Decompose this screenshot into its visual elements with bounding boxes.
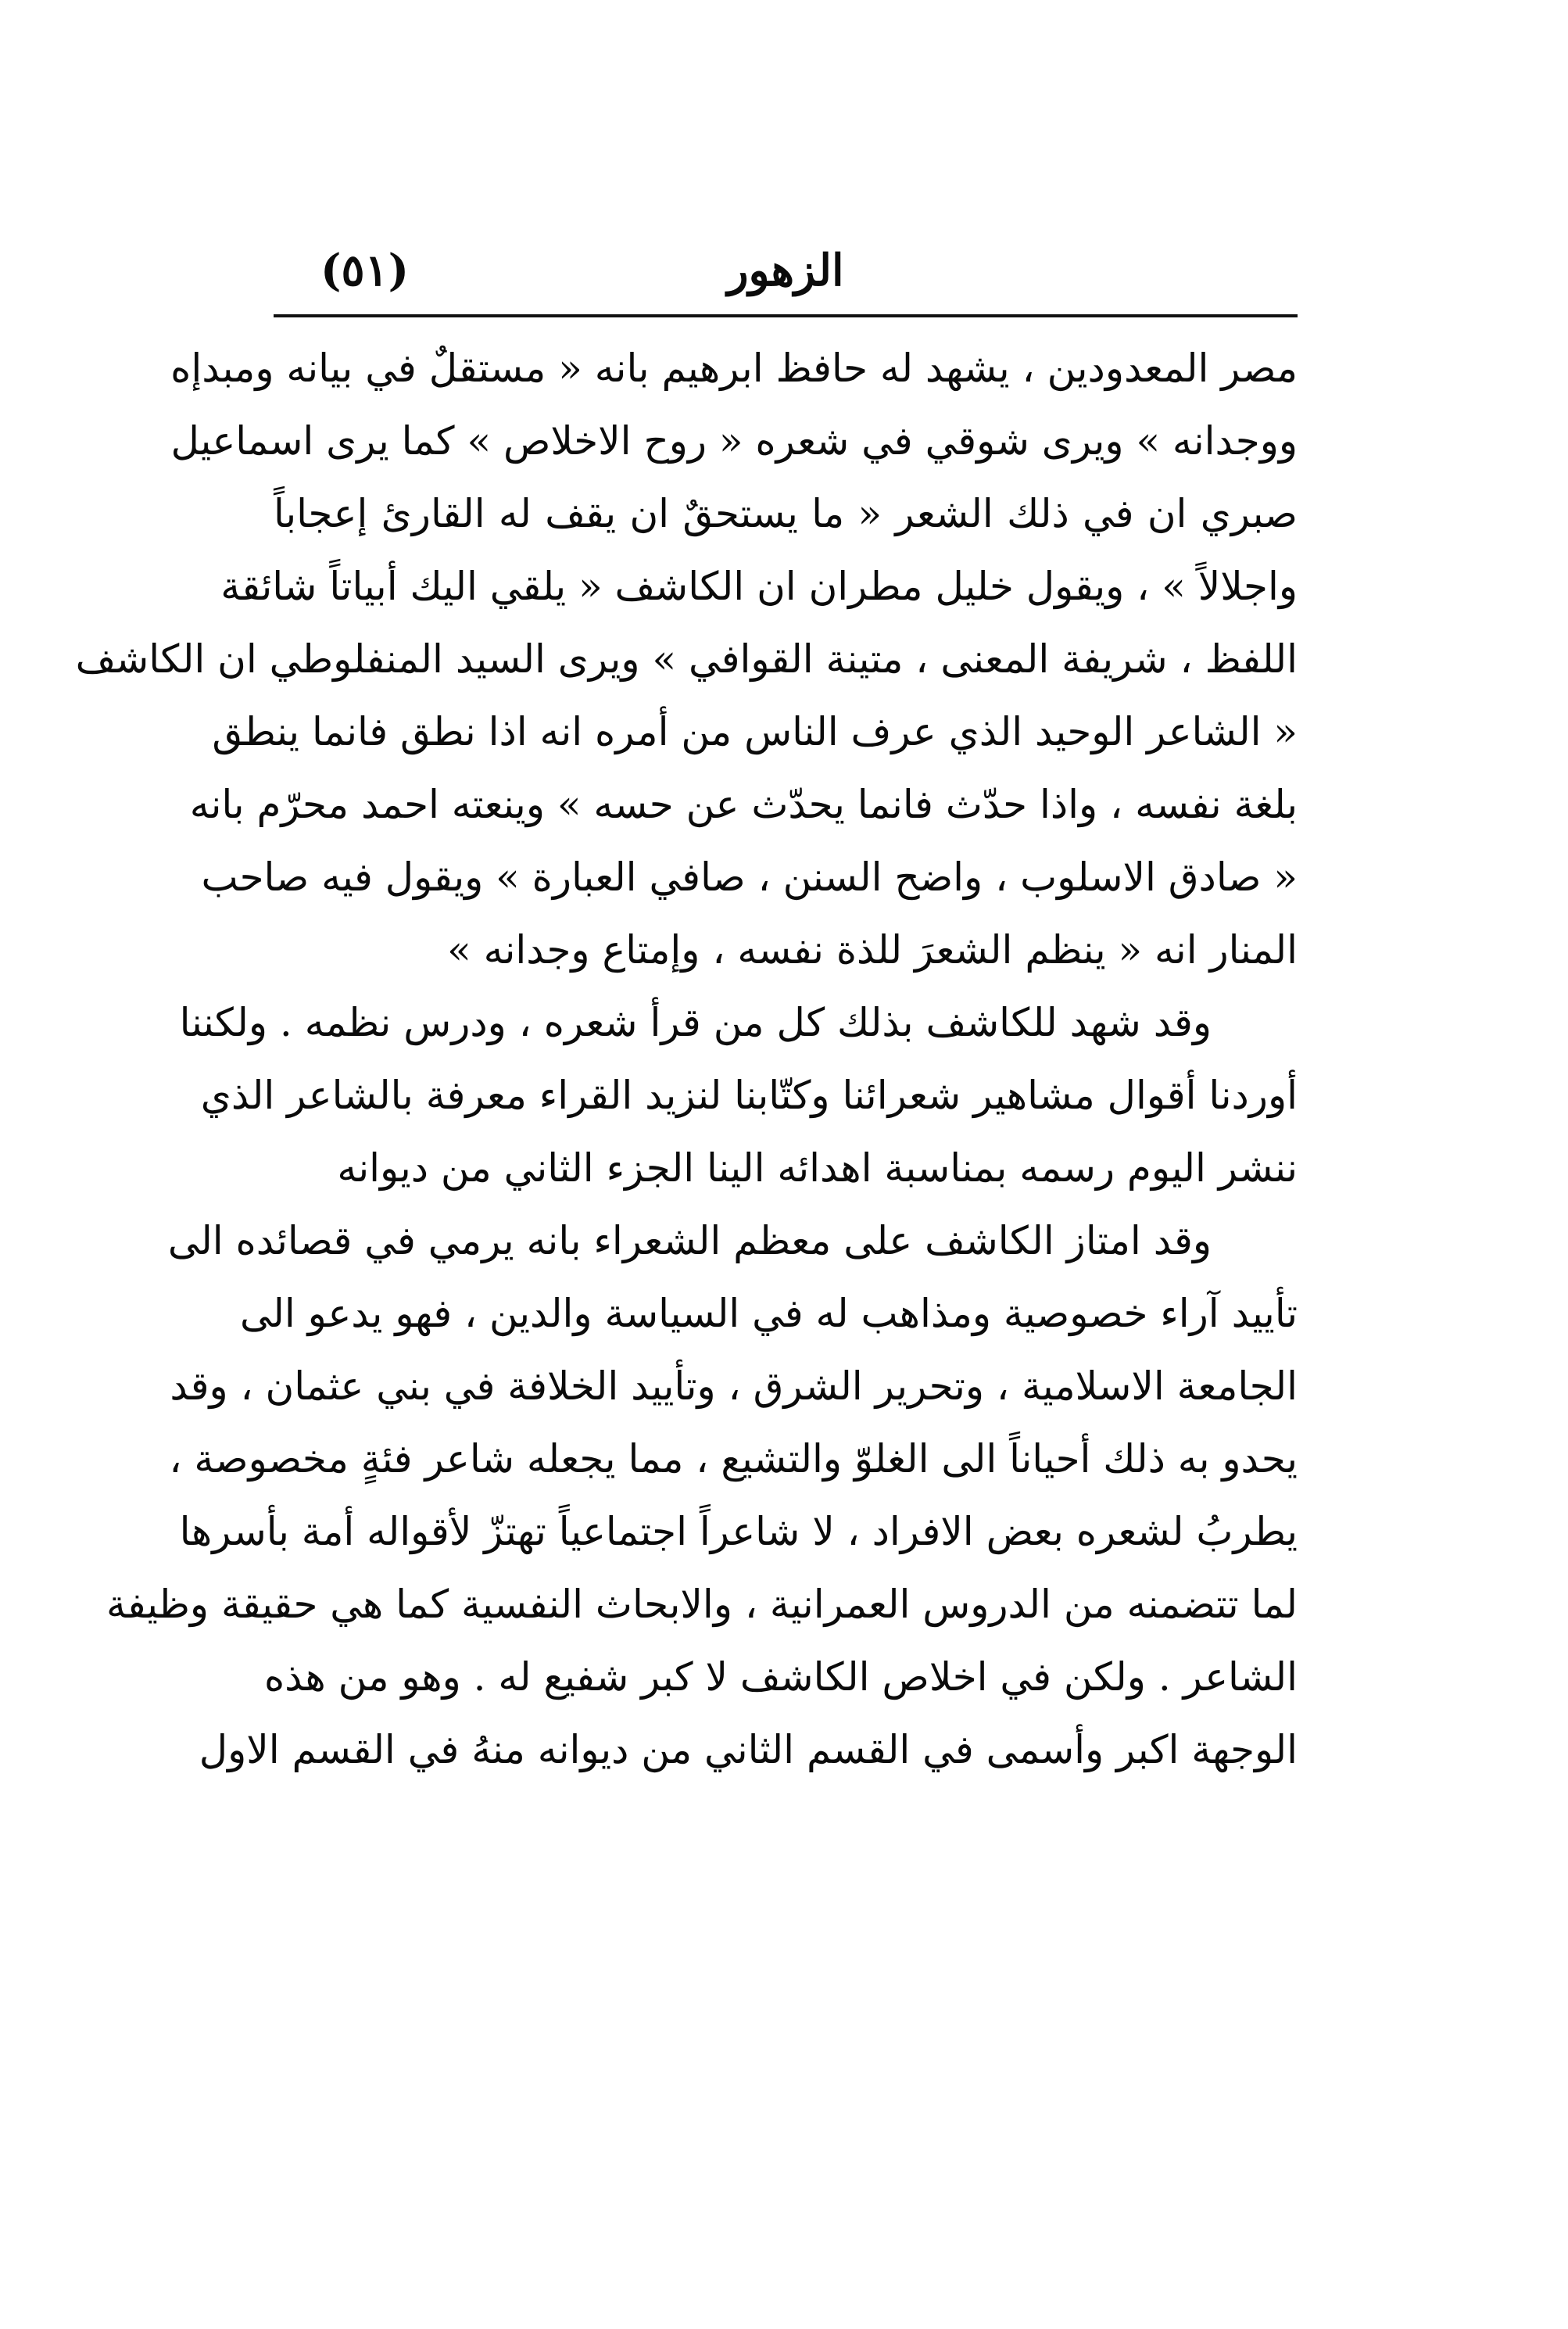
text-line: واجلالاً » ، ويقول خليل مطران ان الكاشف « يلقي اليك أبياتاً شائقة xyxy=(220,564,1298,609)
text-line: « صادق الاسلوب ، واضح السنن ، صافي العبارة » ويقول فيه صاحب xyxy=(201,855,1298,900)
paragraph-1 xyxy=(75,332,1298,987)
text-line: « الشاعر الوحيد الذي عرف الناس من أمره انه اذا نطق فانما ينطق xyxy=(212,709,1298,754)
text-line: لما تتضمنه من الدروس العمرانية ، والابحاث النفسية كما هي حقيقة وظيفة xyxy=(106,1582,1298,1627)
page-header xyxy=(274,235,1298,305)
text-line: وقد امتاز الكاشف على معظم الشعراء بانه يرمي في قصائده الى xyxy=(167,1218,1212,1263)
text-line: اللفظ ، شريفة المعنى ، متينة القوافي » ويرى السيد المنفلوطي ان الكاشف xyxy=(75,636,1298,682)
text-line: يحدو به ذلك أحياناً الى الغلوّ والتشيع ، مما يجعله شاعر فئةٍ مخصوصة ، xyxy=(169,1436,1298,1482)
text-line: الشاعر . ولكن في اخلاص الكاشف لا كبر شفيع له . وهو من هذه xyxy=(263,1654,1298,1700)
running-title: الزهور xyxy=(727,245,844,296)
text-line: صبري ان في ذلك الشعر « ما يستحقٌ ان يقف له القارئ إعجاباً xyxy=(274,491,1298,536)
body-text xyxy=(75,332,1298,1786)
text-line: المنار انه « ينظم الشعرَ للذة نفسه ، وإمتاع وجدانه » xyxy=(447,927,1298,973)
text-line: وقد شهد للكاشف بذلك كل من قرأ شعره ، ودرس نظمه . ولكننا xyxy=(179,1000,1212,1045)
text-line: ننشر اليوم رسمه بمناسبة اهدائه الينا الجزء الثاني من ديوانه xyxy=(337,1145,1298,1191)
page-number: (٥١) xyxy=(320,245,410,296)
header-rule xyxy=(274,314,1298,317)
text-line: ووجدانه » ويرى شوقي في شعره « روح الاخلاص » كما يرى اسماعيل xyxy=(170,418,1298,464)
text-line: تأييد آراء خصوصية ومذاهب له في السياسة والدين ، فهو يدعو الى xyxy=(239,1291,1298,1336)
paragraph-2 xyxy=(179,987,1298,1205)
text-line: الجامعة الاسلامية ، وتحرير الشرق ، وتأييد الخلافة في بني عثمان ، وقد xyxy=(170,1363,1298,1409)
paragraph-3 xyxy=(106,1205,1298,1786)
text-line: بلغة نفسه ، واذا حدّث فانما يحدّث عن حسه » وينعته احمد محرّم بانه xyxy=(189,782,1298,827)
text-line: يطربُ لشعره بعض الافراد ، لا شاعراً اجتماعياً تهتزّ لأقواله أمة بأسرها xyxy=(179,1509,1298,1554)
text-line: الوجهة اكبر وأسمى في القسم الثاني من ديوانه منهُ في القسم الاول xyxy=(199,1727,1298,1772)
text-line: مصر المعدودين ، يشهد له حافظ ابرهيم بانه « مستقلٌ في بيانه ومبدإه xyxy=(170,346,1298,391)
text-line: أوردنا أقوال مشاهير شعرائنا وكتّابنا لنزيد القراء معرفة بالشاعر الذي xyxy=(200,1073,1298,1118)
